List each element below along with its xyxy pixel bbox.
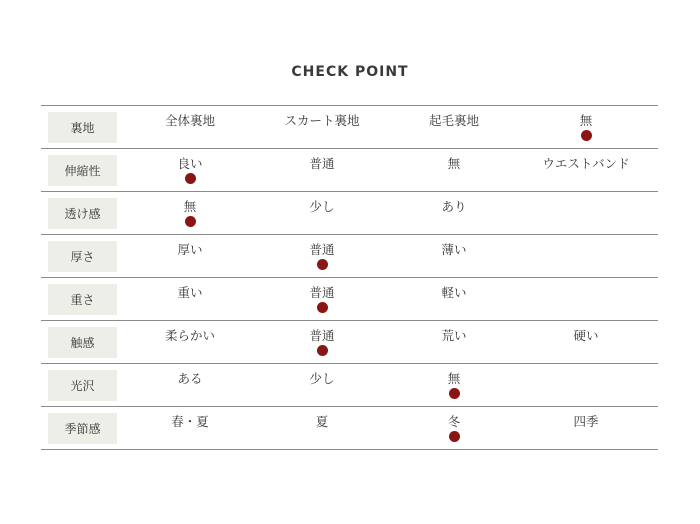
option-text: 重い xyxy=(177,285,203,300)
option-text: 起毛裏地 xyxy=(428,113,479,128)
option-cell xyxy=(257,414,387,430)
option-text: 普通 xyxy=(309,285,335,300)
option-text: 軽い xyxy=(441,285,467,300)
selected-dot-icon xyxy=(317,259,328,270)
option-text: 四季 xyxy=(573,414,599,429)
option-cell xyxy=(389,285,519,301)
row-label: 厚さ xyxy=(48,241,117,272)
option-cell xyxy=(257,199,387,215)
option-text: 無 xyxy=(447,371,461,386)
option-text: 冬 xyxy=(447,414,461,429)
selected-dot-icon xyxy=(449,388,460,399)
option-text: 無 xyxy=(183,199,197,214)
selected-dot-icon xyxy=(317,345,328,356)
page-title: CHECK POINT xyxy=(291,64,409,80)
check-point-table xyxy=(41,105,658,450)
option-text: 無 xyxy=(579,113,593,128)
option-cell xyxy=(125,156,255,184)
option-text: 硬い xyxy=(573,328,599,343)
option-text: 普通 xyxy=(309,328,335,343)
option-cell xyxy=(521,156,651,172)
table-row xyxy=(41,321,658,364)
option-text: 少し xyxy=(309,199,335,214)
option-cell xyxy=(257,156,387,172)
row-label: 季節感 xyxy=(48,413,117,444)
option-cell xyxy=(125,328,255,344)
option-cell xyxy=(257,328,387,356)
option-text: 春・夏 xyxy=(171,414,209,429)
option-cell xyxy=(389,371,519,399)
option-cell xyxy=(389,156,519,172)
row-label: 透け感 xyxy=(48,198,117,229)
option-cell xyxy=(125,242,255,258)
option-text: 普通 xyxy=(309,242,335,257)
table-row xyxy=(41,407,658,450)
table-row xyxy=(41,192,658,235)
option-text: 少し xyxy=(309,371,335,386)
option-text: 薄い xyxy=(441,242,467,257)
option-cell xyxy=(125,371,255,387)
option-text: 全体裏地 xyxy=(164,113,215,128)
option-cell xyxy=(125,414,255,430)
option-text: ある xyxy=(177,371,203,386)
option-cell xyxy=(389,199,519,215)
option-cell xyxy=(389,113,519,129)
option-cell xyxy=(257,371,387,387)
table-row xyxy=(41,149,658,192)
option-cell xyxy=(125,199,255,227)
option-text: スカート裏地 xyxy=(284,113,360,128)
option-cell xyxy=(125,285,255,301)
selected-dot-icon xyxy=(581,130,592,141)
table-row xyxy=(41,106,658,149)
option-text: 良い xyxy=(177,156,203,171)
row-label: 裏地 xyxy=(48,112,117,143)
option-cell xyxy=(521,414,651,430)
option-text: ウエストバンド xyxy=(542,156,630,171)
row-label: 伸縮性 xyxy=(48,155,117,186)
row-label: 触感 xyxy=(48,327,117,358)
table-row xyxy=(41,235,658,278)
option-cell xyxy=(389,414,519,442)
option-cell xyxy=(389,242,519,258)
option-cell xyxy=(125,113,255,129)
row-label: 重さ xyxy=(48,284,117,315)
option-text: 夏 xyxy=(315,414,329,429)
selected-dot-icon xyxy=(185,216,196,227)
option-text: 柔らかい xyxy=(164,328,215,343)
option-text: 厚い xyxy=(177,242,203,257)
selected-dot-icon xyxy=(317,302,328,313)
option-cell xyxy=(257,285,387,313)
selected-dot-icon xyxy=(449,431,460,442)
option-text: 無 xyxy=(447,156,461,171)
option-cell xyxy=(257,113,387,129)
option-text: 荒い xyxy=(441,328,467,343)
option-cell xyxy=(389,328,519,344)
option-text: あり xyxy=(441,199,467,214)
option-cell xyxy=(521,113,651,141)
option-text: 普通 xyxy=(309,156,335,171)
option-cell xyxy=(257,242,387,270)
table-row xyxy=(41,278,658,321)
table-row xyxy=(41,364,658,407)
row-label: 光沢 xyxy=(48,370,117,401)
option-cell xyxy=(521,328,651,344)
selected-dot-icon xyxy=(185,173,196,184)
